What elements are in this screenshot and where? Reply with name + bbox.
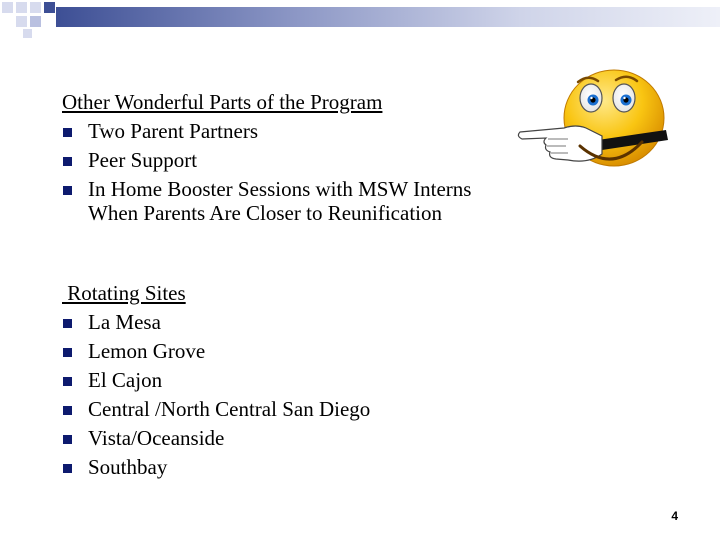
square-bullet-icon xyxy=(63,319,72,328)
list-item xyxy=(62,453,482,482)
square-bullet-icon xyxy=(63,128,72,137)
list-item-text: El Cajon xyxy=(88,368,163,392)
rotating-sites-list xyxy=(62,308,482,482)
square-bullet-icon xyxy=(63,348,72,357)
square-bullet-icon xyxy=(63,464,72,473)
list-item xyxy=(62,175,482,228)
rotating-sites-section xyxy=(62,279,482,482)
square-bullet-icon xyxy=(63,406,72,415)
list-item xyxy=(62,395,482,424)
list-item-text: La Mesa xyxy=(88,310,161,334)
header-gradient-bar xyxy=(56,7,720,27)
page-number: 4 xyxy=(671,509,678,523)
corner-squares-decoration xyxy=(0,0,60,40)
square-bullet-icon xyxy=(63,377,72,386)
square-bullet-icon xyxy=(63,157,72,166)
list-item-text: Peer Support xyxy=(88,148,198,172)
list-item xyxy=(62,146,482,175)
list-item-text: Vista/Oceanside xyxy=(88,426,225,450)
list-item xyxy=(62,337,482,366)
square-bullet-icon xyxy=(63,186,72,195)
list-item-text: Lemon Grove xyxy=(88,339,206,363)
rotating-sites-title: Rotating Sites xyxy=(62,281,186,305)
program-parts-list xyxy=(62,117,482,228)
list-item-text: Central /North Central San Diego xyxy=(88,397,371,421)
square-bullet-icon xyxy=(63,435,72,444)
list-item xyxy=(62,366,482,395)
list-item-text: Southbay xyxy=(88,455,168,479)
list-item xyxy=(62,424,482,453)
list-item xyxy=(62,308,482,337)
list-item-text: Two Parent Partners xyxy=(88,119,258,143)
program-parts-section xyxy=(62,88,482,228)
list-item-text: In Home Booster Sessions with MSW Interns When Parents Are Closer to Reunification xyxy=(88,177,472,225)
program-parts-title: Other Wonderful Parts of the Program xyxy=(62,90,383,114)
list-item xyxy=(62,117,482,146)
pointing-smiley-icon xyxy=(516,62,676,192)
